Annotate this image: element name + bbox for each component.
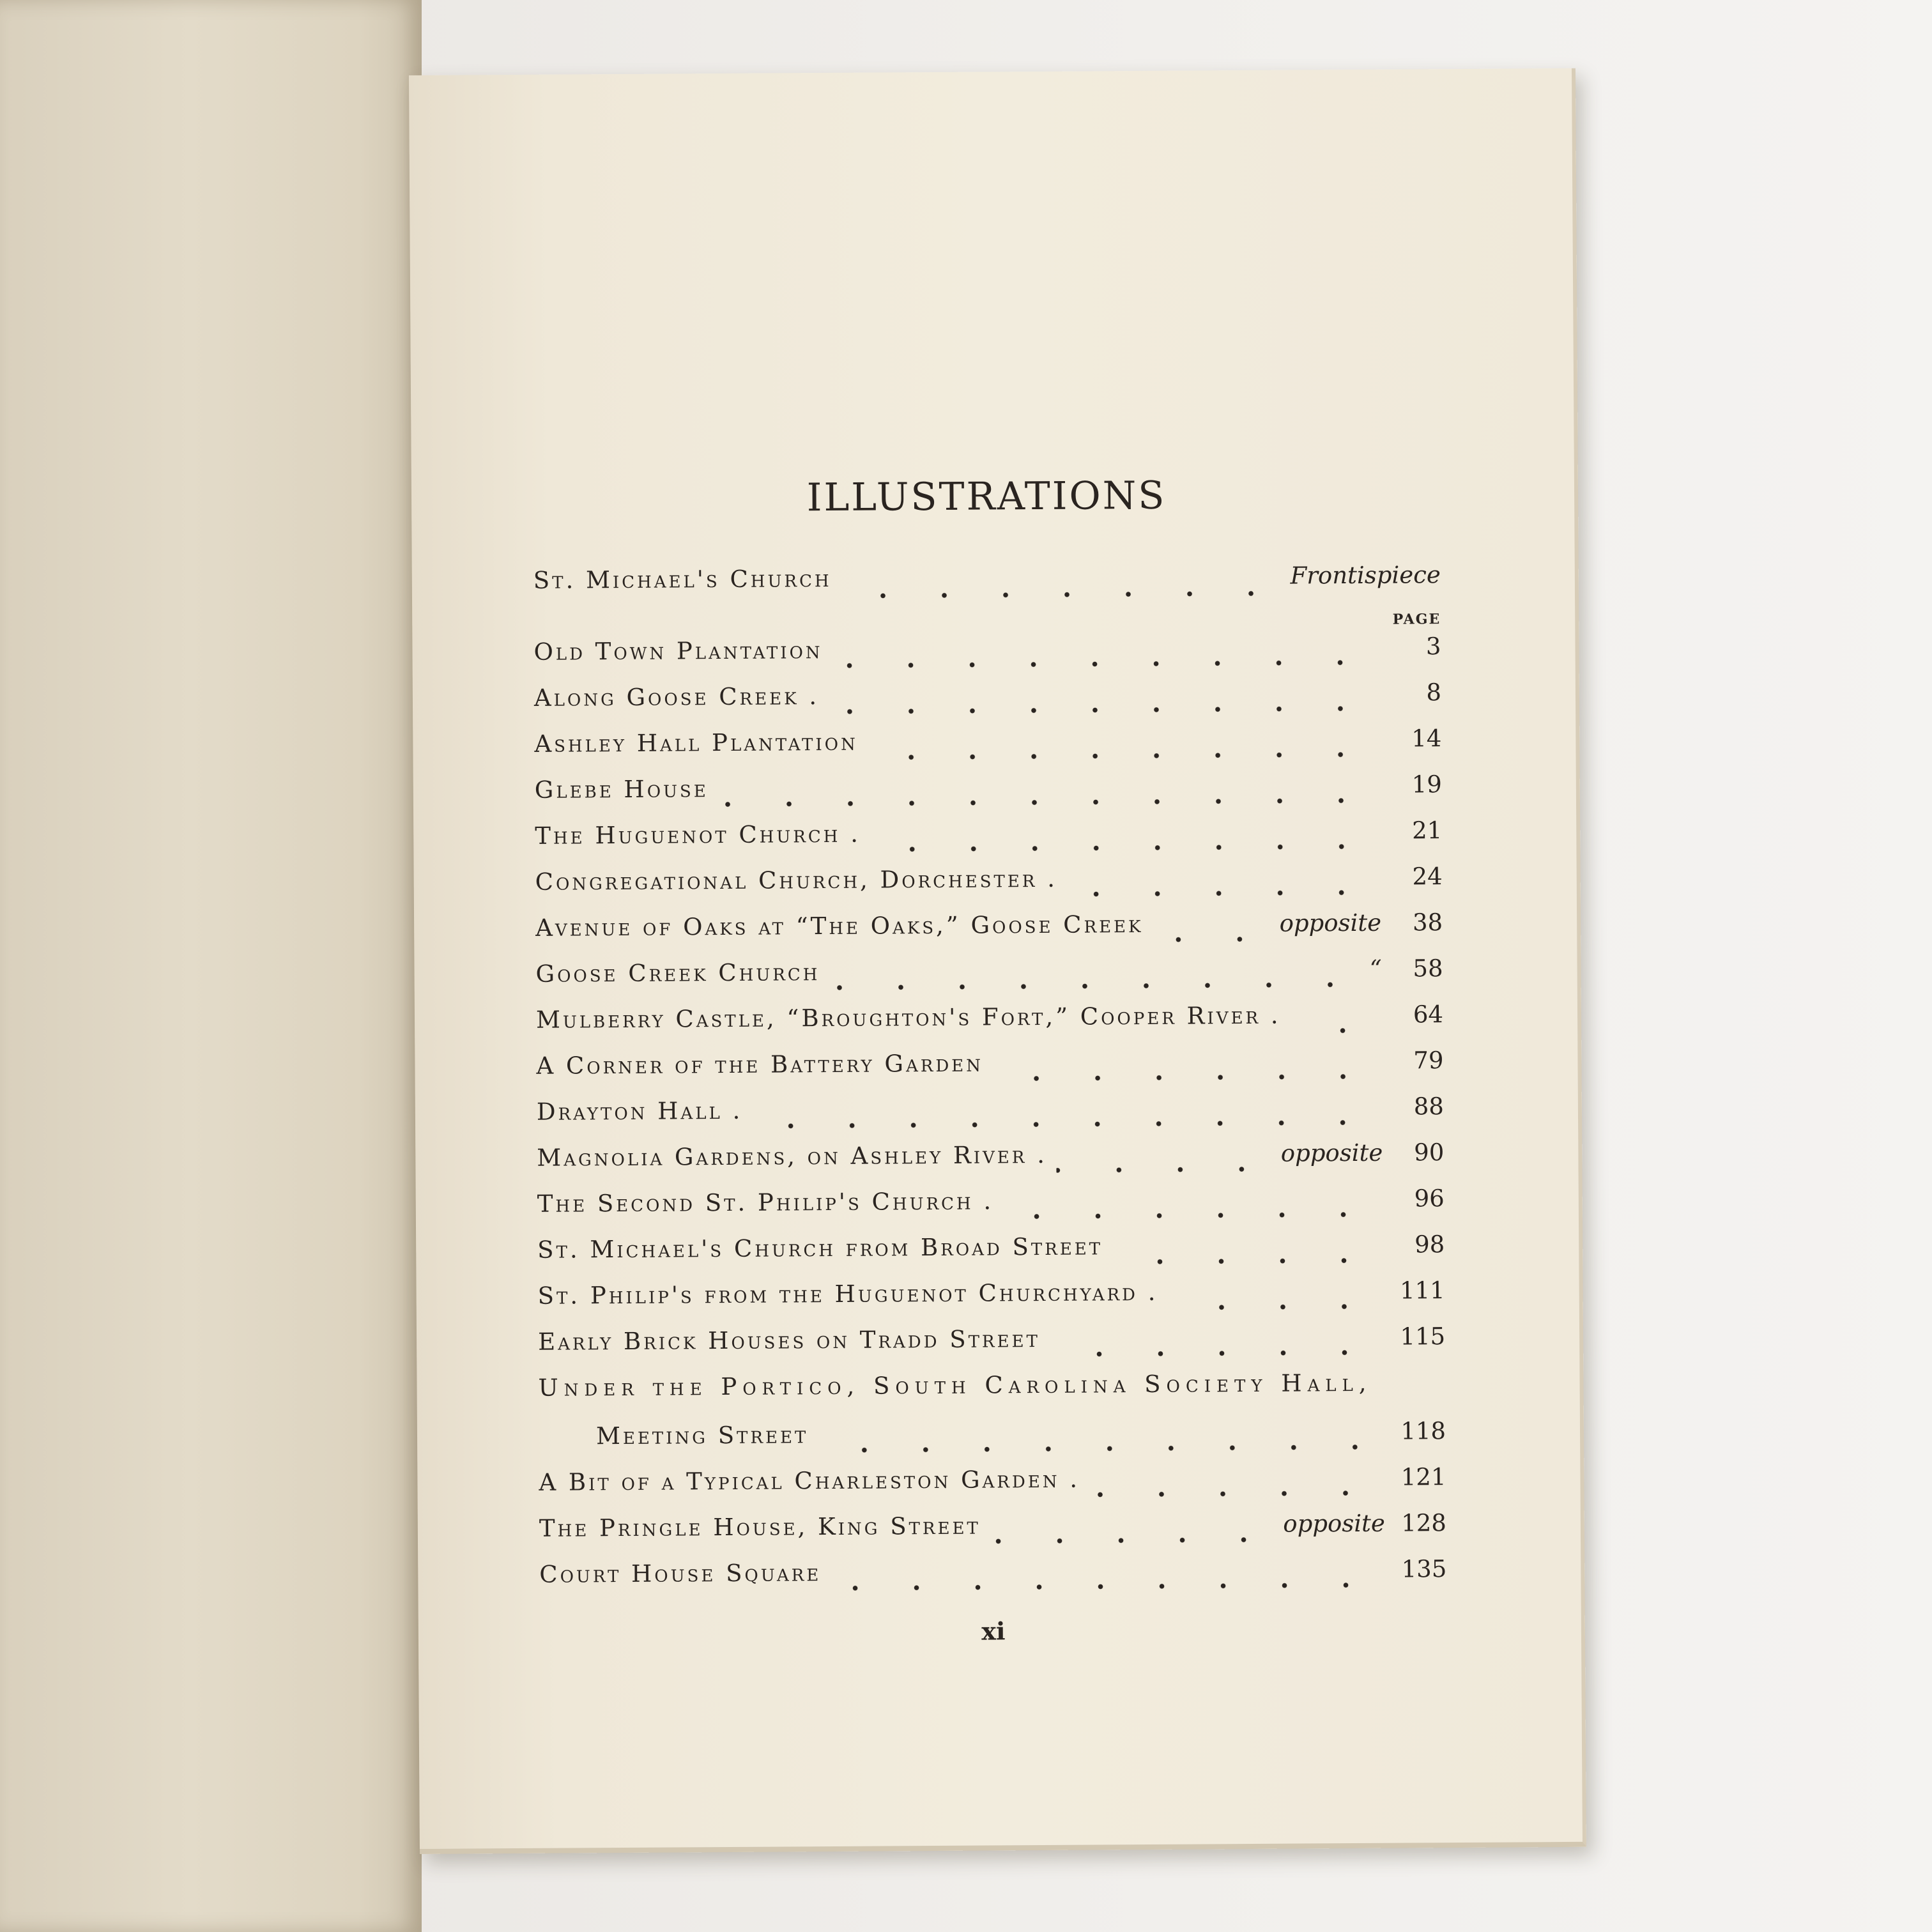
entry-note: Frontispiece (1290, 561, 1441, 590)
entry-page: 90 (1414, 1138, 1445, 1167)
entry-title: Goose Creek Church (535, 958, 820, 988)
entry-page: 38 (1412, 908, 1443, 937)
dot-leader (830, 1583, 1376, 1591)
entry-page: 58 (1413, 954, 1443, 983)
multiline-entry-line2 (539, 1417, 1446, 1469)
dot-leader (841, 591, 1282, 599)
entry-page: 21 (1412, 816, 1443, 845)
entry-page: 128 (1401, 1509, 1447, 1537)
page-title: ILLUSTRATIONS (806, 473, 1167, 521)
illustrations-list (533, 471, 1447, 1648)
folio: xi (981, 1616, 1006, 1646)
entry-title: Glebe House (534, 775, 709, 804)
entry-title: The Second St. Philip's Church . (537, 1187, 994, 1218)
entry-page: 14 (1411, 724, 1442, 753)
dot-leader (832, 660, 1371, 668)
list-item (535, 862, 1443, 914)
entry-page: 3 (1425, 632, 1441, 661)
list-item (538, 1322, 1445, 1374)
dot-leader (1049, 1350, 1375, 1357)
entry-title: The Pringle House, King Street (539, 1512, 981, 1542)
entry-title: Old Town Plantation (533, 636, 823, 666)
list-item (536, 1000, 1443, 1052)
dot-leader (1290, 1028, 1373, 1034)
entry-note: opposite (1279, 908, 1382, 937)
dot-leader (751, 1120, 1374, 1129)
list-item (539, 1509, 1446, 1561)
list-item (535, 954, 1443, 1006)
dot-leader (1153, 937, 1271, 942)
entries-list (533, 632, 1445, 1374)
list-item (535, 908, 1443, 960)
dot-leader (717, 798, 1372, 807)
entries-list-after (539, 1463, 1446, 1607)
entry-title: A Bit of a Typical Charleston Garden . (539, 1465, 1080, 1496)
entry-page: 118 (1400, 1417, 1446, 1445)
entry-title: Court House Square (539, 1559, 822, 1588)
entry-page: 88 (1413, 1092, 1445, 1121)
page-label: PAGE (1392, 611, 1441, 628)
entry-title: Under the Portico, South Carolina Society Hall, (538, 1368, 1372, 1402)
list-item (537, 1184, 1445, 1236)
dot-leader (992, 1074, 1374, 1082)
entry-note: opposite (1280, 1138, 1383, 1167)
dot-leader (829, 982, 1361, 990)
entry-title: Early Brick Houses on Tradd Street (537, 1325, 1040, 1356)
dot-leader (817, 1445, 1386, 1453)
entry-title-continued: Meeting Street (595, 1421, 809, 1450)
entry-page: 115 (1400, 1322, 1446, 1351)
list-item (537, 1092, 1444, 1144)
list-item (534, 678, 1441, 730)
entry-title: A Corner of the Battery Garden (536, 1049, 984, 1080)
list-item (534, 724, 1441, 776)
dot-leader (990, 1537, 1275, 1544)
dot-leader (1167, 1304, 1375, 1310)
list-item (537, 1230, 1445, 1282)
dot-leader (1002, 1212, 1374, 1220)
entry-page: 135 (1401, 1555, 1447, 1583)
dot-leader (1056, 1167, 1272, 1173)
frontispiece-row (533, 561, 1441, 617)
dot-leader (1089, 1491, 1376, 1498)
entry-page: 111 (1399, 1276, 1445, 1305)
dot-leader (1112, 1258, 1374, 1265)
entry-page: 19 (1411, 770, 1442, 799)
entry-title: Congregational Church, Dorchester . (535, 864, 1058, 896)
list-item (533, 632, 1441, 684)
entry-title: Drayton Hall . (536, 1096, 743, 1126)
entry-note: opposite (1283, 1509, 1386, 1538)
entry-page: 98 (1414, 1230, 1445, 1259)
entry-page: 8 (1426, 678, 1442, 707)
list-item (539, 1463, 1446, 1515)
entry-page: 96 (1414, 1184, 1445, 1213)
entry-title: St. Philip's from the Huguenot Churchyard . (537, 1278, 1158, 1310)
entry-title: Mulberry Castle, “Broughton's Fort,” Cooper River . (535, 1001, 1281, 1034)
entry-title: Ashley Hall Plantation (534, 728, 858, 758)
entry-note: “ (1369, 954, 1382, 983)
multiline-entry-line1 (538, 1368, 1445, 1423)
dot-leader (870, 844, 1372, 852)
dot-leader (1066, 890, 1372, 897)
list-item (535, 770, 1442, 822)
entry-title: St. Michael's Church (533, 564, 832, 594)
entry-title: Along Goose Creek . (533, 682, 820, 712)
entry-page: 24 (1412, 862, 1443, 891)
entry-title: St. Michael's Church from Broad Street (537, 1232, 1103, 1264)
dot-leader (867, 752, 1372, 760)
list-item (539, 1555, 1446, 1607)
entry-title: The Huguenot Church . (535, 820, 861, 850)
entry-page: 121 (1400, 1463, 1446, 1491)
entry-page: 64 (1413, 1000, 1444, 1029)
right-page (409, 68, 1586, 1854)
dot-leader (828, 706, 1371, 714)
list-item (538, 1276, 1445, 1328)
list-item (535, 816, 1442, 868)
list-item (537, 1138, 1444, 1190)
list-item (536, 1046, 1443, 1098)
entry-page: 79 (1413, 1046, 1444, 1075)
entry-title: Magnolia Gardens, on Ashley River . (537, 1140, 1048, 1172)
left-page (0, 0, 422, 1932)
entry-title: Avenue of Oaks at “The Oaks,” Goose Creek (535, 910, 1144, 942)
